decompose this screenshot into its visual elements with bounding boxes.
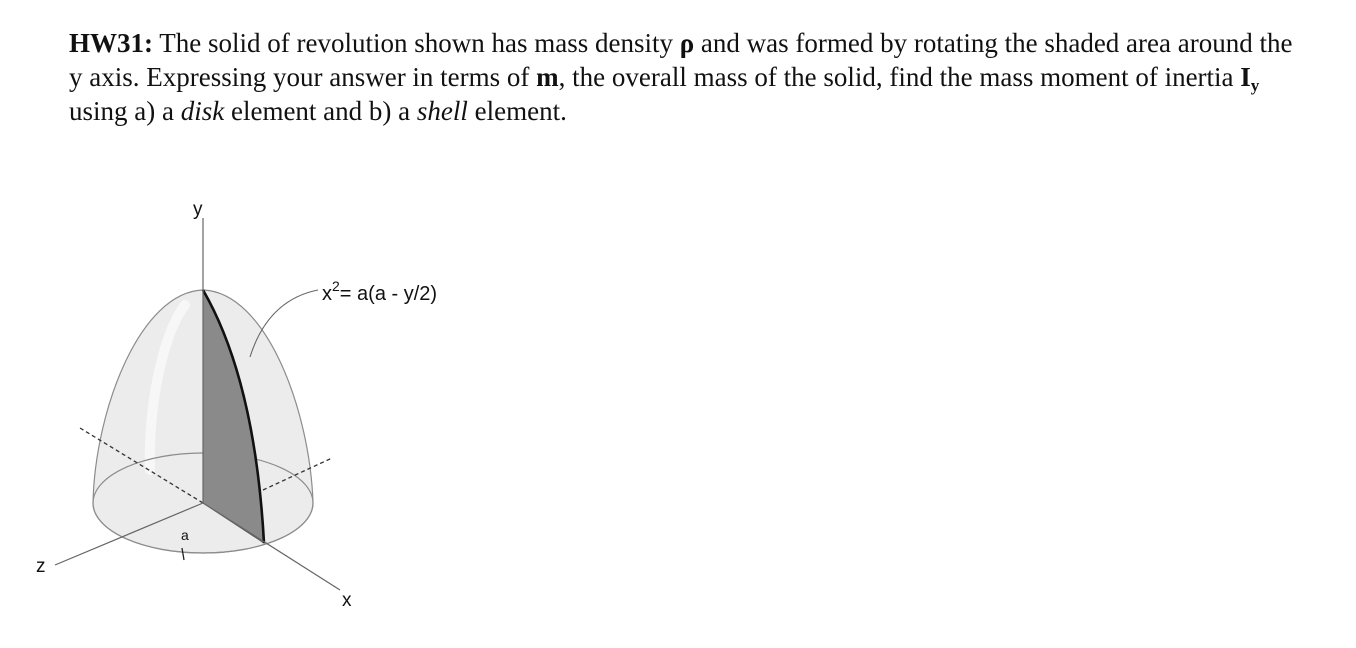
text-part-5: element and b) a xyxy=(224,96,417,126)
text-part-6: element. xyxy=(467,96,567,126)
curve-equation xyxy=(322,278,437,305)
equation-rhs: = a(a - y/2) xyxy=(339,283,438,305)
x-axis-label: x xyxy=(342,590,352,611)
text-part-4: using a) a xyxy=(69,96,181,126)
rho-symbol: ρ xyxy=(679,28,695,58)
equation-exponent: 2 xyxy=(332,278,340,294)
solid-of-revolution-figure xyxy=(0,180,500,620)
text-part-3: , the overall mass of the solid, find the mass moment of inertia xyxy=(558,62,1241,92)
equation-lhs: x xyxy=(322,283,332,305)
y-axis-label: y xyxy=(193,199,203,220)
problem-label: HW31: xyxy=(69,28,153,58)
inertia-letter: I xyxy=(1240,62,1251,92)
problem-statement xyxy=(69,26,1309,128)
text-part-2: and was formed by rotating the shaded area around the y axis. Expressing your answer in terms of xyxy=(69,28,1293,92)
mass-symbol: m xyxy=(536,62,559,92)
z-axis-label: z xyxy=(36,556,46,577)
shell-term: shell xyxy=(416,96,468,126)
inertia-subscript: y xyxy=(1250,76,1260,95)
text-part-1: The solid of revolution shown has mass density xyxy=(153,28,680,58)
disk-term: disk xyxy=(180,96,225,126)
radius-label: a xyxy=(181,527,189,543)
inertia-symbol xyxy=(1240,62,1260,95)
